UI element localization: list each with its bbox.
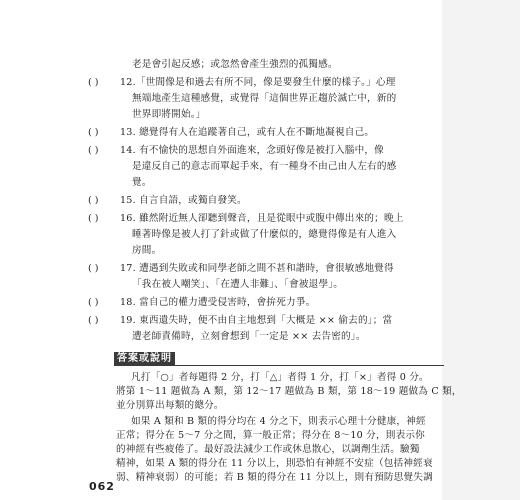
question-18-line-1: 18. 當自己的權力遭受侵害時，會拚死力爭。 [120,297,316,308]
question-16-line-2: 睡著時像是被人打了針或做了什麼似的，總覺得像是有人進入 [132,229,397,240]
question-12-line-2: 無端地產生這種感覺，或覺得「這個世界正趨於滅亡中，新的 [132,93,397,104]
question-19-line-1: 19. 東西遺失時，便不由自主地想到「大概是 ×× 偷去的」；當 [120,315,393,326]
answer-p1-line-3: 並分別算出每類的總分。 [116,400,224,411]
question-19-line-2: 遭老師責備時，立刻會想到「一定是 ×× 去告密的」。 [132,331,366,342]
question-15-line-1: 15. 自言自語，或獨自發笑。 [120,195,247,206]
question-17-line-2: 「我在被人嘲笑」、「在遭人非難」、「會被退學」。 [132,279,344,290]
item-11-continuation: 老是會引起反感；或忽然會產生強烈的孤獨感。 [132,59,338,70]
answer-p1-line-2: 將第 1～11 題做為 A 類，第 12～17 題做為 B 類，第 18～19 題做為 C 類， [116,386,462,397]
answer-blank-18: ( ) [88,297,99,308]
answer-p2-line-2: 正常；得分在 5～7 分之間，算一般正常；得分在 8～10 分，則表示你 [116,430,425,441]
answer-section-rule [114,365,444,366]
answer-blank-13: ( ) [88,127,99,138]
question-14-line-3: 覺。 [132,177,152,188]
answer-section-heading: 答案或說明 [114,352,175,365]
answer-blank-15: ( ) [88,195,99,206]
answer-p2-line-4: 精神，如果 A 類的得分在 11 分以上，則恐怕有神經不安症（包括神經衰 [116,458,433,469]
question-12-line-3: 世界即將開始。」 [132,109,206,120]
question-14-line-2: 是違反自己的意志而單起手來，有一種身不由己由人左右的感 [132,161,397,172]
question-16-line-1: 16. 雖然附近無人卻聽到聲音，且是從眼中或腹中傳出來的；晚上 [120,213,404,224]
answer-p2-line-5: 弱、精神衰弱）的可能；若 B 類的得分在 11 分以上，則有預防思覺失調 [116,472,433,483]
page-number: 062 [89,480,115,493]
question-17-line-1: 17. 遭遇到失敗或和同學老師之間不甚和諧時，會很敏感地覺得 [120,263,394,274]
answer-blank-19: ( ) [88,315,99,326]
answer-p2-line-1: 如果 A 類和 B 類的得分均在 4 分之下，則表示心理十分健康，神經 [131,416,426,427]
answer-blank-16: ( ) [88,213,99,224]
question-14-line-1: 14. 有不愉快的思想自外面進來，念頭好像是被打入腦中，像 [120,145,384,156]
answer-blank-17: ( ) [88,263,99,274]
answer-blank-12: ( ) [88,77,99,88]
answer-blank-14: ( ) [88,145,99,156]
answer-p2-line-3: 的神經有些疲倦了。最好設法減少工作或休息散心，以調劑生活。驗獨 [116,444,420,455]
answer-p1-line-1: 凡打「○」者每題得 2 分，打「△」者得 1 分，打「×」者得 0 分。 [131,372,429,383]
question-16-line-3: 房間。 [132,245,162,256]
question-13-line-1: 13. 總覺得有人在追蹤著自己，或有人在不斷地凝視自己。 [120,127,375,138]
question-12-line-1: 12.「世間像是和過去有所不同，像是要發生什麼的樣子。」心理 [120,77,396,88]
